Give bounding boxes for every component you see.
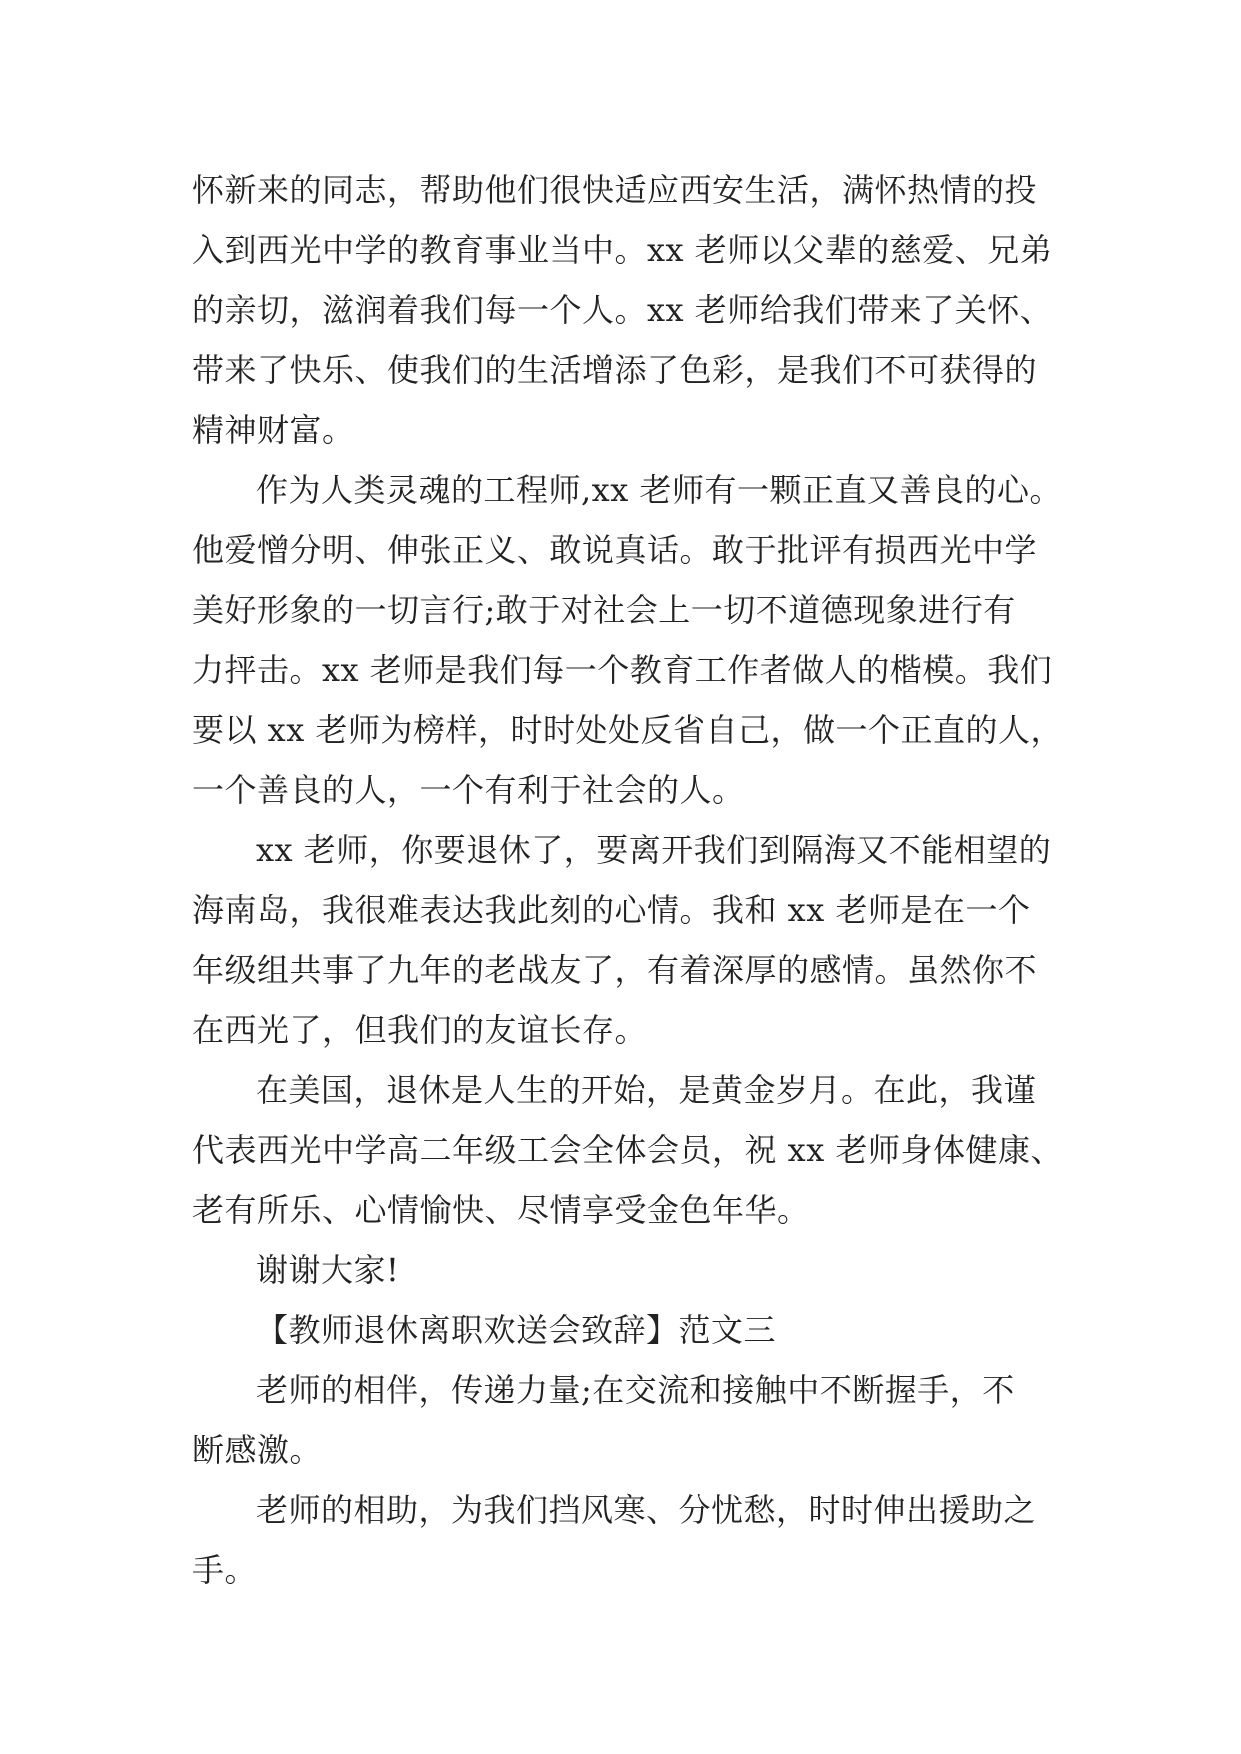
text-line: 的亲切，滋润着我们每一个人。xx 老师给我们带来了关怀、: [192, 291, 1053, 329]
text-line: 怀新来的同志，帮助他们很快适应西安生活，满怀热情的投: [192, 171, 1038, 209]
text-line: xx 老师，你要退休了，要离开我们到隔海又不能相望的: [256, 831, 1052, 869]
text-line: 手。: [192, 1551, 258, 1589]
text-line: 断感激。: [192, 1431, 323, 1469]
text-line: 在西光了，但我们的友谊长存。: [192, 1011, 648, 1049]
text-line: 作为人类灵魂的工程师,xx 老师有一颗正直又善良的心。: [256, 471, 1062, 509]
text-line: 力抨击。xx 老师是我们每一个教育工作者做人的楷模。我们: [192, 651, 1053, 689]
text-line: 他爱憎分明、伸张正义、敢说真话。敢于批评有损西光中学: [192, 531, 1038, 569]
text-line: 老有所乐、心情愉快、尽情享受金色年华。: [192, 1191, 810, 1229]
text-line: 老师的相伴，传递力量;在交流和接触中不断握手，不: [256, 1371, 1015, 1409]
text-line: 【教师退休离职欢送会致辞】范文三: [256, 1311, 777, 1349]
text-line: 海南岛，我很难表达我此刻的心情。我和 xx 老师是在一个: [192, 891, 1031, 929]
text-line: 带来了快乐、使我们的生活增添了色彩，是我们不可获得的: [192, 351, 1038, 389]
body-text: [192, 160, 1072, 1600]
text-line: 精神财富。: [192, 411, 355, 449]
text-line: 在美国，退休是人生的开始，是黄金岁月。在此，我谨: [256, 1071, 1037, 1109]
text-line: 一个善良的人，一个有利于社会的人。: [192, 771, 745, 809]
text-line: 老师的相助，为我们挡风寒、分忧愁，时时伸出援助之: [256, 1491, 1037, 1529]
text-line: 代表西光中学高二年级工会全体会员，祝 xx 老师身体健康、: [192, 1131, 1063, 1169]
text-line: 要以 xx 老师为榜样，时时处处反省自己，做一个正直的人，: [192, 711, 1063, 749]
text-line: 年级组共事了九年的老战友了，有着深厚的感情。虽然你不: [192, 951, 1038, 989]
text-line: 入到西光中学的教育事业当中。xx 老师以父辈的慈爱、兄弟: [192, 231, 1053, 269]
text-line: 美好形象的一切言行;敢于对社会上一切不道德现象进行有: [192, 591, 1016, 629]
text-line: 谢谢大家!: [256, 1251, 400, 1289]
